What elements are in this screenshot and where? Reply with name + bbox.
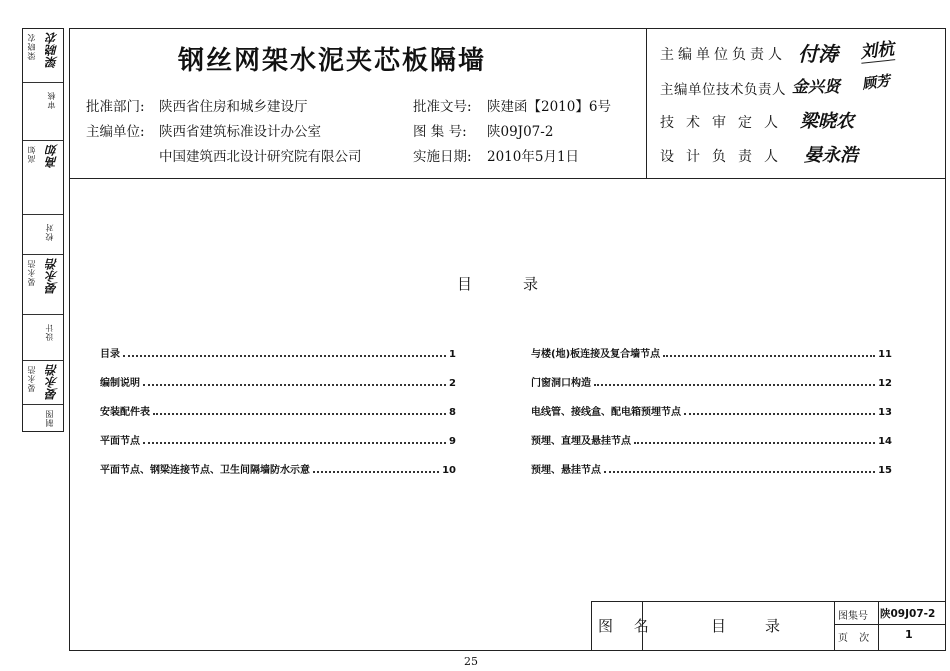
strip-label: 校对 [45,223,54,241]
toc-entry[interactable] [100,402,456,418]
page-number: 25 [464,655,478,668]
editor-unit-2: 中国建筑西北设计研究院有限公司 [159,149,362,165]
doc-no: 陕建函【2010】6号 [487,99,611,115]
strip-label: 高如 [27,145,36,163]
toc-entry-page: 13 [878,407,892,418]
signature-yan: 晏永浩 [804,145,858,166]
toc-leader [153,413,446,415]
toc-entry[interactable] [531,460,892,476]
drawing-name-label: 图 名 [598,617,657,635]
page-label: 页 次 [838,633,874,644]
approval-dept: 陕西省住房和城乡建设厅 [159,99,308,115]
tech-reviewer: 技术审定人 [660,115,790,131]
toc-leader [313,471,439,473]
strip-label: 梁晓农 [27,33,36,60]
toc-entry[interactable] [531,373,892,389]
toc-heading: 目 录 [457,275,557,293]
toc-entry-label: 平面节点 [100,436,140,447]
toc-entry-page: 10 [442,465,456,476]
toc-entry-page: 2 [449,378,456,389]
strip-cell [23,315,63,361]
toc-entry-label: 平面节点、钢梁连接节点、卫生间隔墙防水示意 [100,465,310,476]
strip-signature: 高如 [45,144,59,168]
strip-cell [23,215,63,255]
toc-entry-page: 1 [449,349,456,360]
toc-entry-page: 8 [449,407,456,418]
strip-label: 设计 [45,323,54,341]
strip-signature: 晏永浩 [45,364,59,400]
toc-entry-page: 15 [878,465,892,476]
header-column-divider [646,28,647,178]
toc-leader [143,384,446,386]
toc-leader [604,471,875,473]
responsible-editor-head: 主编单位负责人 [660,47,786,63]
strip-cell [23,361,63,405]
toc-entry[interactable] [100,431,456,447]
strip-label: 审核 [47,91,56,109]
strip-cell [23,83,63,141]
strip-label: 晏永浩 [27,259,36,286]
title-block-divider [878,601,879,651]
atlas-label: 图集号 [838,611,868,622]
design-responsible: 设计负责人 [660,149,790,165]
signature-liang: 梁晓农 [800,111,854,132]
impl-date: 2010年5月1日 [487,149,580,165]
toc-entry-label: 编制说明 [100,378,140,389]
toc-entry-label: 与楼(地)板连接及复合墙节点 [531,349,661,360]
title-block-divider [834,624,946,625]
strip-cell [23,405,63,433]
approval-dept-label: 批准部门: [86,99,145,115]
page-title: 钢丝网架水泥夹芯板隔墙 [178,46,487,76]
signature-liu: 刘杭 [859,34,896,63]
toc-entry-label: 预埋、悬挂节点 [531,465,601,476]
toc-entry[interactable] [531,431,892,447]
toc-entry[interactable] [531,344,892,360]
toc-entry-page: 11 [878,349,892,360]
toc-entry-label: 预埋、直埋及悬挂节点 [531,436,631,447]
toc-leader [143,442,446,444]
editor-unit-1: 陕西省建筑标准设计办公室 [159,124,321,140]
drawing-name: 目 录 [711,617,793,635]
strip-label: 晏永浩 [27,365,36,392]
strip-label: 制图 [45,409,54,427]
atlas-no-label: 图 集 号: [413,124,467,140]
header-divider [69,178,946,179]
toc-entry-page: 12 [878,378,892,389]
strip-signature: 晏永浩 [45,258,59,294]
responsible-tech-head: 主编单位技术负责人 [660,82,786,98]
title-block-divider [834,601,835,651]
toc-entry-label: 电线管、接线盒、配电箱预埋节点 [531,407,681,418]
doc-no-label: 批准文号: [413,99,472,115]
toc-leader [663,355,875,357]
toc-leader [684,413,875,415]
strip-cell [23,29,63,83]
toc-entry-label: 安装配件表 [100,407,150,418]
strip-cell [23,141,63,215]
signature-strip [22,28,64,432]
signature-fu: 付涛 [798,42,838,66]
strip-signature: 梁晓农 [45,32,59,68]
page-value: 1 [905,628,913,641]
toc-leader [594,384,875,386]
signature-gu: 顾芳 [861,73,892,93]
toc-leader [634,442,875,444]
toc-entry-label: 目录 [100,349,120,360]
toc-entry[interactable] [531,402,892,418]
atlas-value: 陕09J07-2 [880,608,936,620]
toc-entry-page: 14 [878,436,892,447]
atlas-no: 陕09J07-2 [487,124,554,140]
impl-date-label: 实施日期: [413,149,472,165]
toc-entry[interactable] [100,373,456,389]
toc-entry[interactable] [100,344,456,360]
toc-entry-page: 9 [449,436,456,447]
editor-label: 主编单位: [86,124,145,140]
strip-cell [23,255,63,315]
toc-entry-label: 门窗洞口构造 [531,378,591,389]
toc-leader [123,355,446,357]
toc-entry[interactable] [100,460,456,476]
signature-jin: 金兴贤 [792,77,841,96]
